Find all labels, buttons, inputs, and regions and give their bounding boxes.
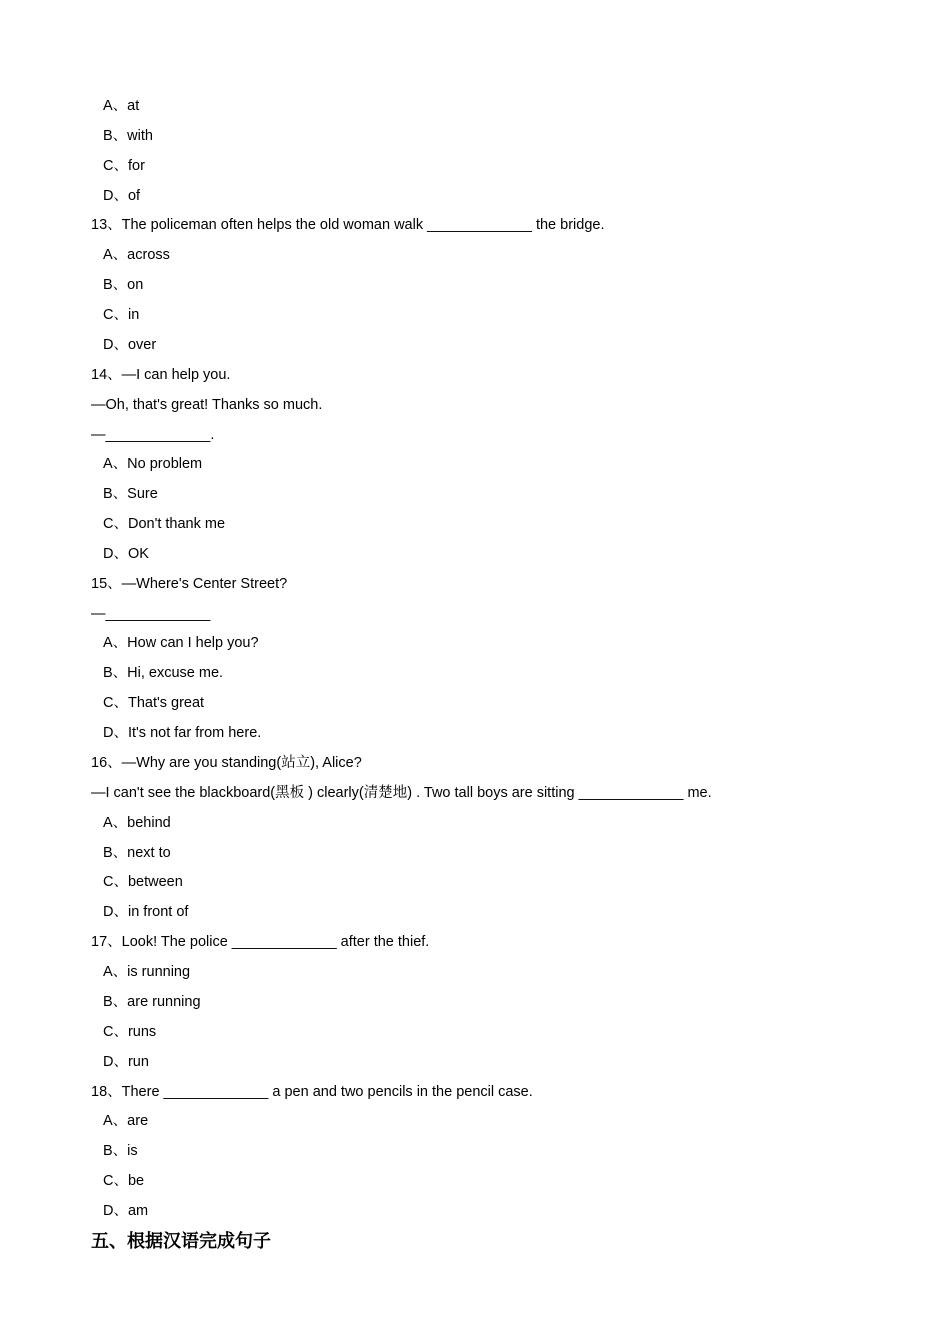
question-17: 17、Look! The police _____________ after the thief. <box>91 934 430 950</box>
option-a: A、How can I help you? <box>103 635 259 651</box>
question-18: 18、There _____________ a pen and two pencils in the pencil case. <box>91 1084 533 1100</box>
option-b: B、Hi, excuse me. <box>103 665 224 681</box>
question-16: 16、—Why are you standing(站立), Alice? <box>91 755 362 771</box>
option-a: A、are <box>103 1113 149 1129</box>
question-14: 14、—I can help you. <box>91 367 231 383</box>
option-a: A、behind <box>103 815 171 831</box>
option-b: B、is <box>103 1143 138 1159</box>
option-c: C、Don't thank me <box>103 516 226 532</box>
option-b: B、on <box>103 277 144 293</box>
option-b: B、with <box>103 128 153 144</box>
option-b: B、Sure <box>103 486 158 502</box>
option-d: D、over <box>103 337 157 353</box>
dialogue-line: —Oh, that's great! Thanks so much. <box>91 397 323 413</box>
option-d: D、run <box>103 1054 149 1070</box>
option-c: C、between <box>103 874 183 890</box>
option-a: A、No problem <box>103 456 203 472</box>
option-b: B、are running <box>103 994 201 1010</box>
dialogue-blank: —_____________. <box>91 427 215 443</box>
option-c: C、That's great <box>103 695 205 711</box>
option-c: C、in <box>103 307 140 323</box>
dialogue-line: —I can't see the blackboard(黑板 ) clearly(清楚地) . Two tall boys are sitting _____________ me. <box>91 785 712 801</box>
option-d: D、of <box>103 188 141 204</box>
option-a: A、across <box>103 247 170 263</box>
option-c: C、runs <box>103 1024 157 1040</box>
question-15: 15、—Where's Center Street? <box>91 576 288 592</box>
option-d: D、in front of <box>103 904 189 920</box>
option-c: C、for <box>103 158 145 174</box>
option-d: D、OK <box>103 546 149 562</box>
option-a: A、is running <box>103 964 191 980</box>
option-d: D、It's not far from here. <box>103 725 262 741</box>
question-13: 13、The policeman often helps the old woman walk _____________ the bridge. <box>91 217 605 233</box>
option-c: C、be <box>103 1173 145 1189</box>
dialogue-blank: —_____________ <box>91 606 211 622</box>
option-d: D、am <box>103 1203 149 1219</box>
option-b: B、next to <box>103 845 171 861</box>
option-a: A、at <box>103 98 140 114</box>
section-title: 五、根据汉语完成句子 <box>91 1231 271 1252</box>
